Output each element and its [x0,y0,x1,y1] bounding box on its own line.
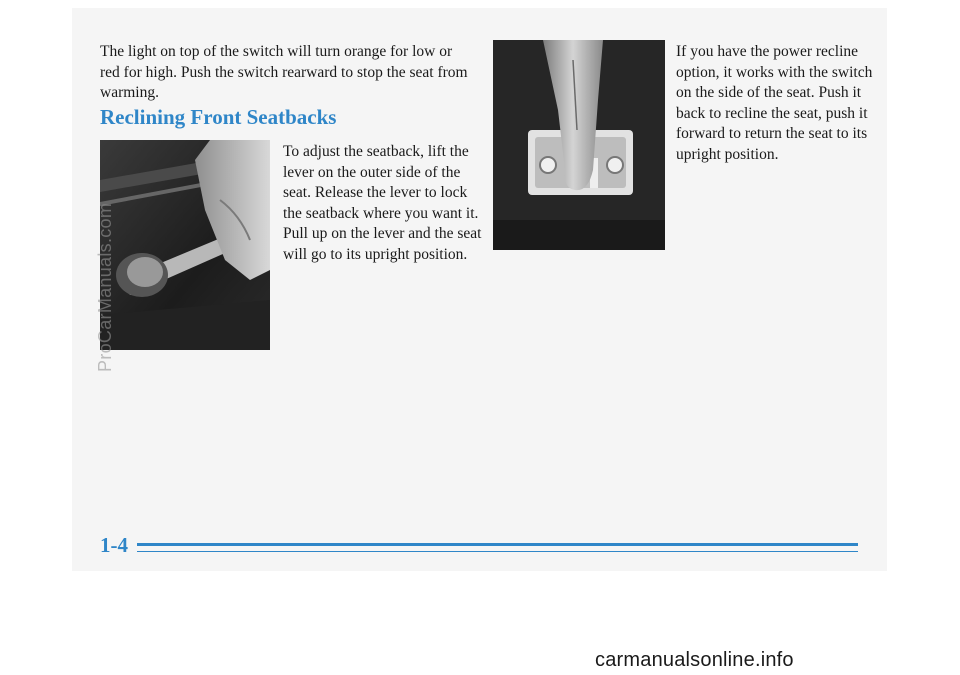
seatback-lever-photo [100,140,270,350]
footer-rule-thin [137,551,858,552]
manual-lever-paragraph: To adjust the seatback, lift the lever on the outer side of the seat. Release the lever to lock the seatback where you want it. Pull up on the lever and the seat will go to its upright position. [283,143,482,263]
intro-paragraph: The light on top of the switch will turn orange for low or red for high. Push the switch rearward to stop the seat from warming. [100,43,468,101]
footer-rule [137,543,858,546]
page-number: 1-4 [100,533,128,557]
power-recline-switch-photo [493,40,665,250]
section-heading: Reclining Front Seatbacks [100,105,337,129]
power-recline-paragraph: If you have the power recline option, it works with the switch on the side of the seat. Push it back to recline the seat, push it forward to return the seat to its upright position. [676,43,873,163]
watermark-text: ProCarManuals.com [95,202,115,372]
site-footer-logo: carmanualsonline.info [595,649,794,671]
